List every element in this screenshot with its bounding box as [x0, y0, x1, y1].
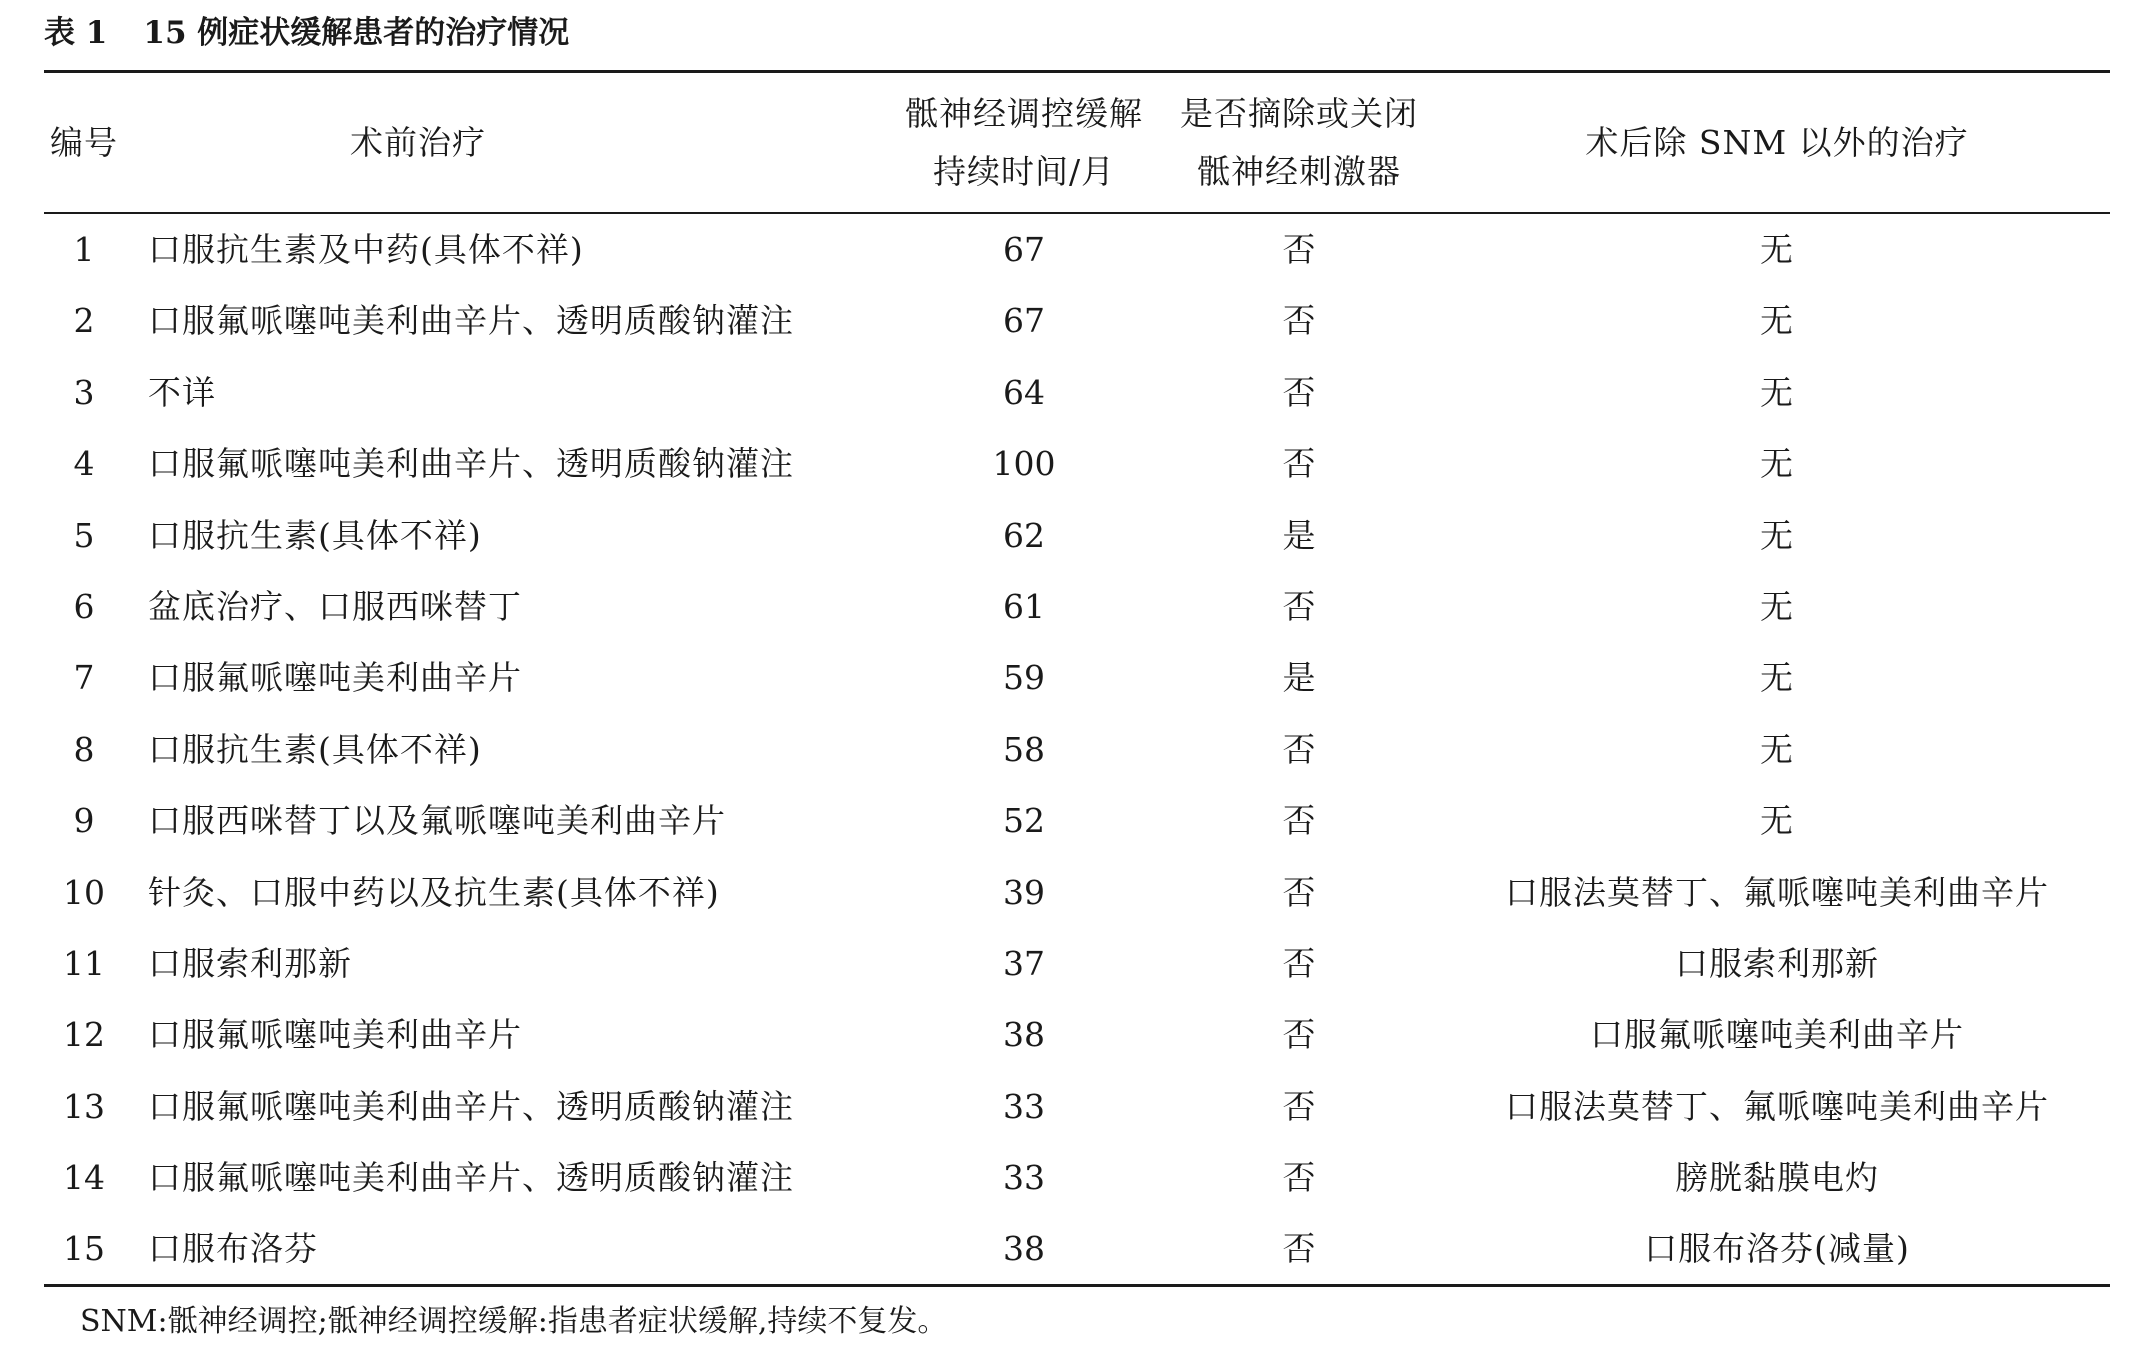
cell-id: 11	[63, 943, 105, 983]
cell-post-treatment: 无	[1760, 444, 1794, 484]
table-row	[44, 714, 2110, 785]
cell-duration: 64	[1003, 372, 1045, 412]
cell-removed: 否	[1282, 943, 1316, 983]
cell-removed: 否	[1282, 801, 1316, 841]
cell-pre-treatment: 口服西咪替丁以及氟哌噻吨美利曲辛片	[148, 801, 726, 841]
cell-post-treatment: 口服法莫替丁、氟哌噻吨美利曲辛片	[1505, 1086, 2049, 1126]
cell-post-treatment: 口服布洛芬(减量)	[1644, 1229, 1910, 1269]
table-row	[44, 1071, 2110, 1142]
cell-id: 6	[73, 586, 95, 626]
cell-post-treatment: 无	[1760, 729, 1794, 769]
header-post-treatment: 术后除 SNM 以外的治疗	[1585, 122, 1969, 162]
header-id: 编号	[50, 122, 118, 162]
cell-duration: 67	[1003, 301, 1045, 341]
cell-removed: 否	[1282, 372, 1316, 412]
table-row	[44, 1213, 2110, 1284]
cell-pre-treatment: 口服布洛芬	[148, 1229, 318, 1269]
cell-duration: 61	[1003, 586, 1045, 626]
cell-id: 1	[73, 230, 95, 269]
table-row	[44, 500, 2110, 571]
cell-post-treatment: 无	[1760, 301, 1794, 341]
cell-pre-treatment: 口服氟哌噻吨美利曲辛片	[148, 658, 522, 698]
cell-pre-treatment: 口服氟哌噻吨美利曲辛片、透明质酸钠灌注	[148, 1086, 794, 1126]
cell-post-treatment: 口服索利那新	[1675, 943, 1879, 983]
cell-post-treatment: 无	[1760, 372, 1794, 412]
cell-post-treatment: 无	[1760, 586, 1794, 626]
cell-duration: 38	[1003, 1015, 1045, 1055]
cell-pre-treatment: 口服氟哌噻吨美利曲辛片、透明质酸钠灌注	[148, 444, 794, 484]
cell-pre-treatment: 不详	[148, 372, 216, 412]
cell-pre-treatment: 针灸、口服中药以及抗生素(具体不祥)	[148, 872, 720, 912]
cell-pre-treatment: 口服索利那新	[148, 943, 352, 983]
cell-pre-treatment: 口服抗生素(具体不祥)	[148, 729, 482, 769]
table-body	[44, 214, 2110, 1285]
cell-pre-treatment: 口服氟哌噻吨美利曲辛片、透明质酸钠灌注	[148, 301, 794, 341]
cell-id: 7	[73, 658, 95, 698]
cell-duration: 33	[1003, 1086, 1045, 1126]
cell-id: 9	[73, 801, 95, 841]
table-row	[44, 928, 2110, 999]
table-row	[44, 857, 2110, 928]
cell-id: 12	[63, 1015, 105, 1055]
cell-removed: 否	[1282, 230, 1316, 269]
cell-pre-treatment: 口服抗生素及中药(具体不祥)	[148, 230, 584, 269]
table-row	[44, 428, 2110, 499]
cell-duration: 62	[1003, 515, 1045, 555]
cell-duration: 37	[1003, 943, 1045, 983]
table-row	[44, 999, 2110, 1070]
cell-removed: 否	[1282, 444, 1316, 484]
cell-removed: 否	[1282, 1015, 1316, 1055]
cell-duration: 58	[1003, 729, 1045, 769]
cell-id: 8	[73, 729, 95, 769]
table-row	[44, 285, 2110, 356]
header-removed: 是否摘除或关闭 骶神经刺激器	[1180, 93, 1418, 191]
table-row	[44, 642, 2110, 713]
table-footnote: SNM:骶神经调控;骶神经调控缓解:指患者症状缓解,持续不复发。	[80, 1304, 948, 1339]
table-row	[44, 357, 2110, 428]
cell-removed: 否	[1282, 1086, 1316, 1126]
cell-pre-treatment: 盆底治疗、口服西咪替丁	[148, 586, 522, 626]
table-number: 表 1	[44, 15, 108, 51]
table-row	[44, 785, 2110, 856]
cell-id: 10	[63, 872, 105, 912]
table-header	[44, 73, 2110, 212]
cell-id: 3	[73, 372, 95, 412]
cell-pre-treatment: 口服氟哌噻吨美利曲辛片、透明质酸钠灌注	[148, 1158, 794, 1198]
cell-id: 2	[73, 301, 95, 341]
table-row	[44, 214, 2110, 285]
cell-removed: 是	[1282, 658, 1316, 698]
cell-post-treatment: 无	[1760, 658, 1794, 698]
cell-post-treatment: 无	[1760, 230, 1794, 269]
table-title: 15 例症状缓解患者的治疗情况	[143, 15, 570, 51]
cell-duration: 33	[1003, 1158, 1045, 1198]
cell-post-treatment: 无	[1760, 515, 1794, 555]
cell-duration: 67	[1003, 230, 1045, 269]
cell-id: 13	[63, 1086, 105, 1126]
cell-removed: 是	[1282, 515, 1316, 555]
table-row	[44, 571, 2110, 642]
bottom-rule	[44, 1284, 2110, 1287]
table-caption	[44, 8, 569, 58]
cell-post-treatment: 膀胱黏膜电灼	[1675, 1158, 1879, 1198]
cell-duration: 59	[1003, 658, 1045, 698]
cell-post-treatment: 口服法莫替丁、氟哌噻吨美利曲辛片	[1505, 872, 2049, 912]
table-row	[44, 1142, 2110, 1213]
cell-removed: 否	[1282, 1229, 1316, 1269]
cell-id: 5	[73, 515, 95, 555]
cell-id: 15	[63, 1229, 105, 1269]
cell-pre-treatment: 口服氟哌噻吨美利曲辛片	[148, 1015, 522, 1055]
cell-duration: 100	[992, 444, 1056, 484]
cell-removed: 否	[1282, 1158, 1316, 1198]
cell-post-treatment: 口服氟哌噻吨美利曲辛片	[1590, 1015, 1964, 1055]
cell-removed: 否	[1282, 872, 1316, 912]
cell-duration: 39	[1003, 872, 1045, 912]
header-duration: 骶神经调控缓解 持续时间/月	[905, 93, 1143, 191]
cell-removed: 否	[1282, 301, 1316, 341]
cell-removed: 否	[1282, 729, 1316, 769]
cell-duration: 52	[1003, 801, 1045, 841]
header-pre-treatment: 术前治疗	[350, 122, 486, 162]
cell-post-treatment: 无	[1760, 801, 1794, 841]
cell-removed: 否	[1282, 586, 1316, 626]
cell-id: 4	[73, 444, 95, 484]
cell-pre-treatment: 口服抗生素(具体不祥)	[148, 515, 482, 555]
cell-duration: 38	[1003, 1229, 1045, 1269]
cell-id: 14	[63, 1158, 105, 1198]
